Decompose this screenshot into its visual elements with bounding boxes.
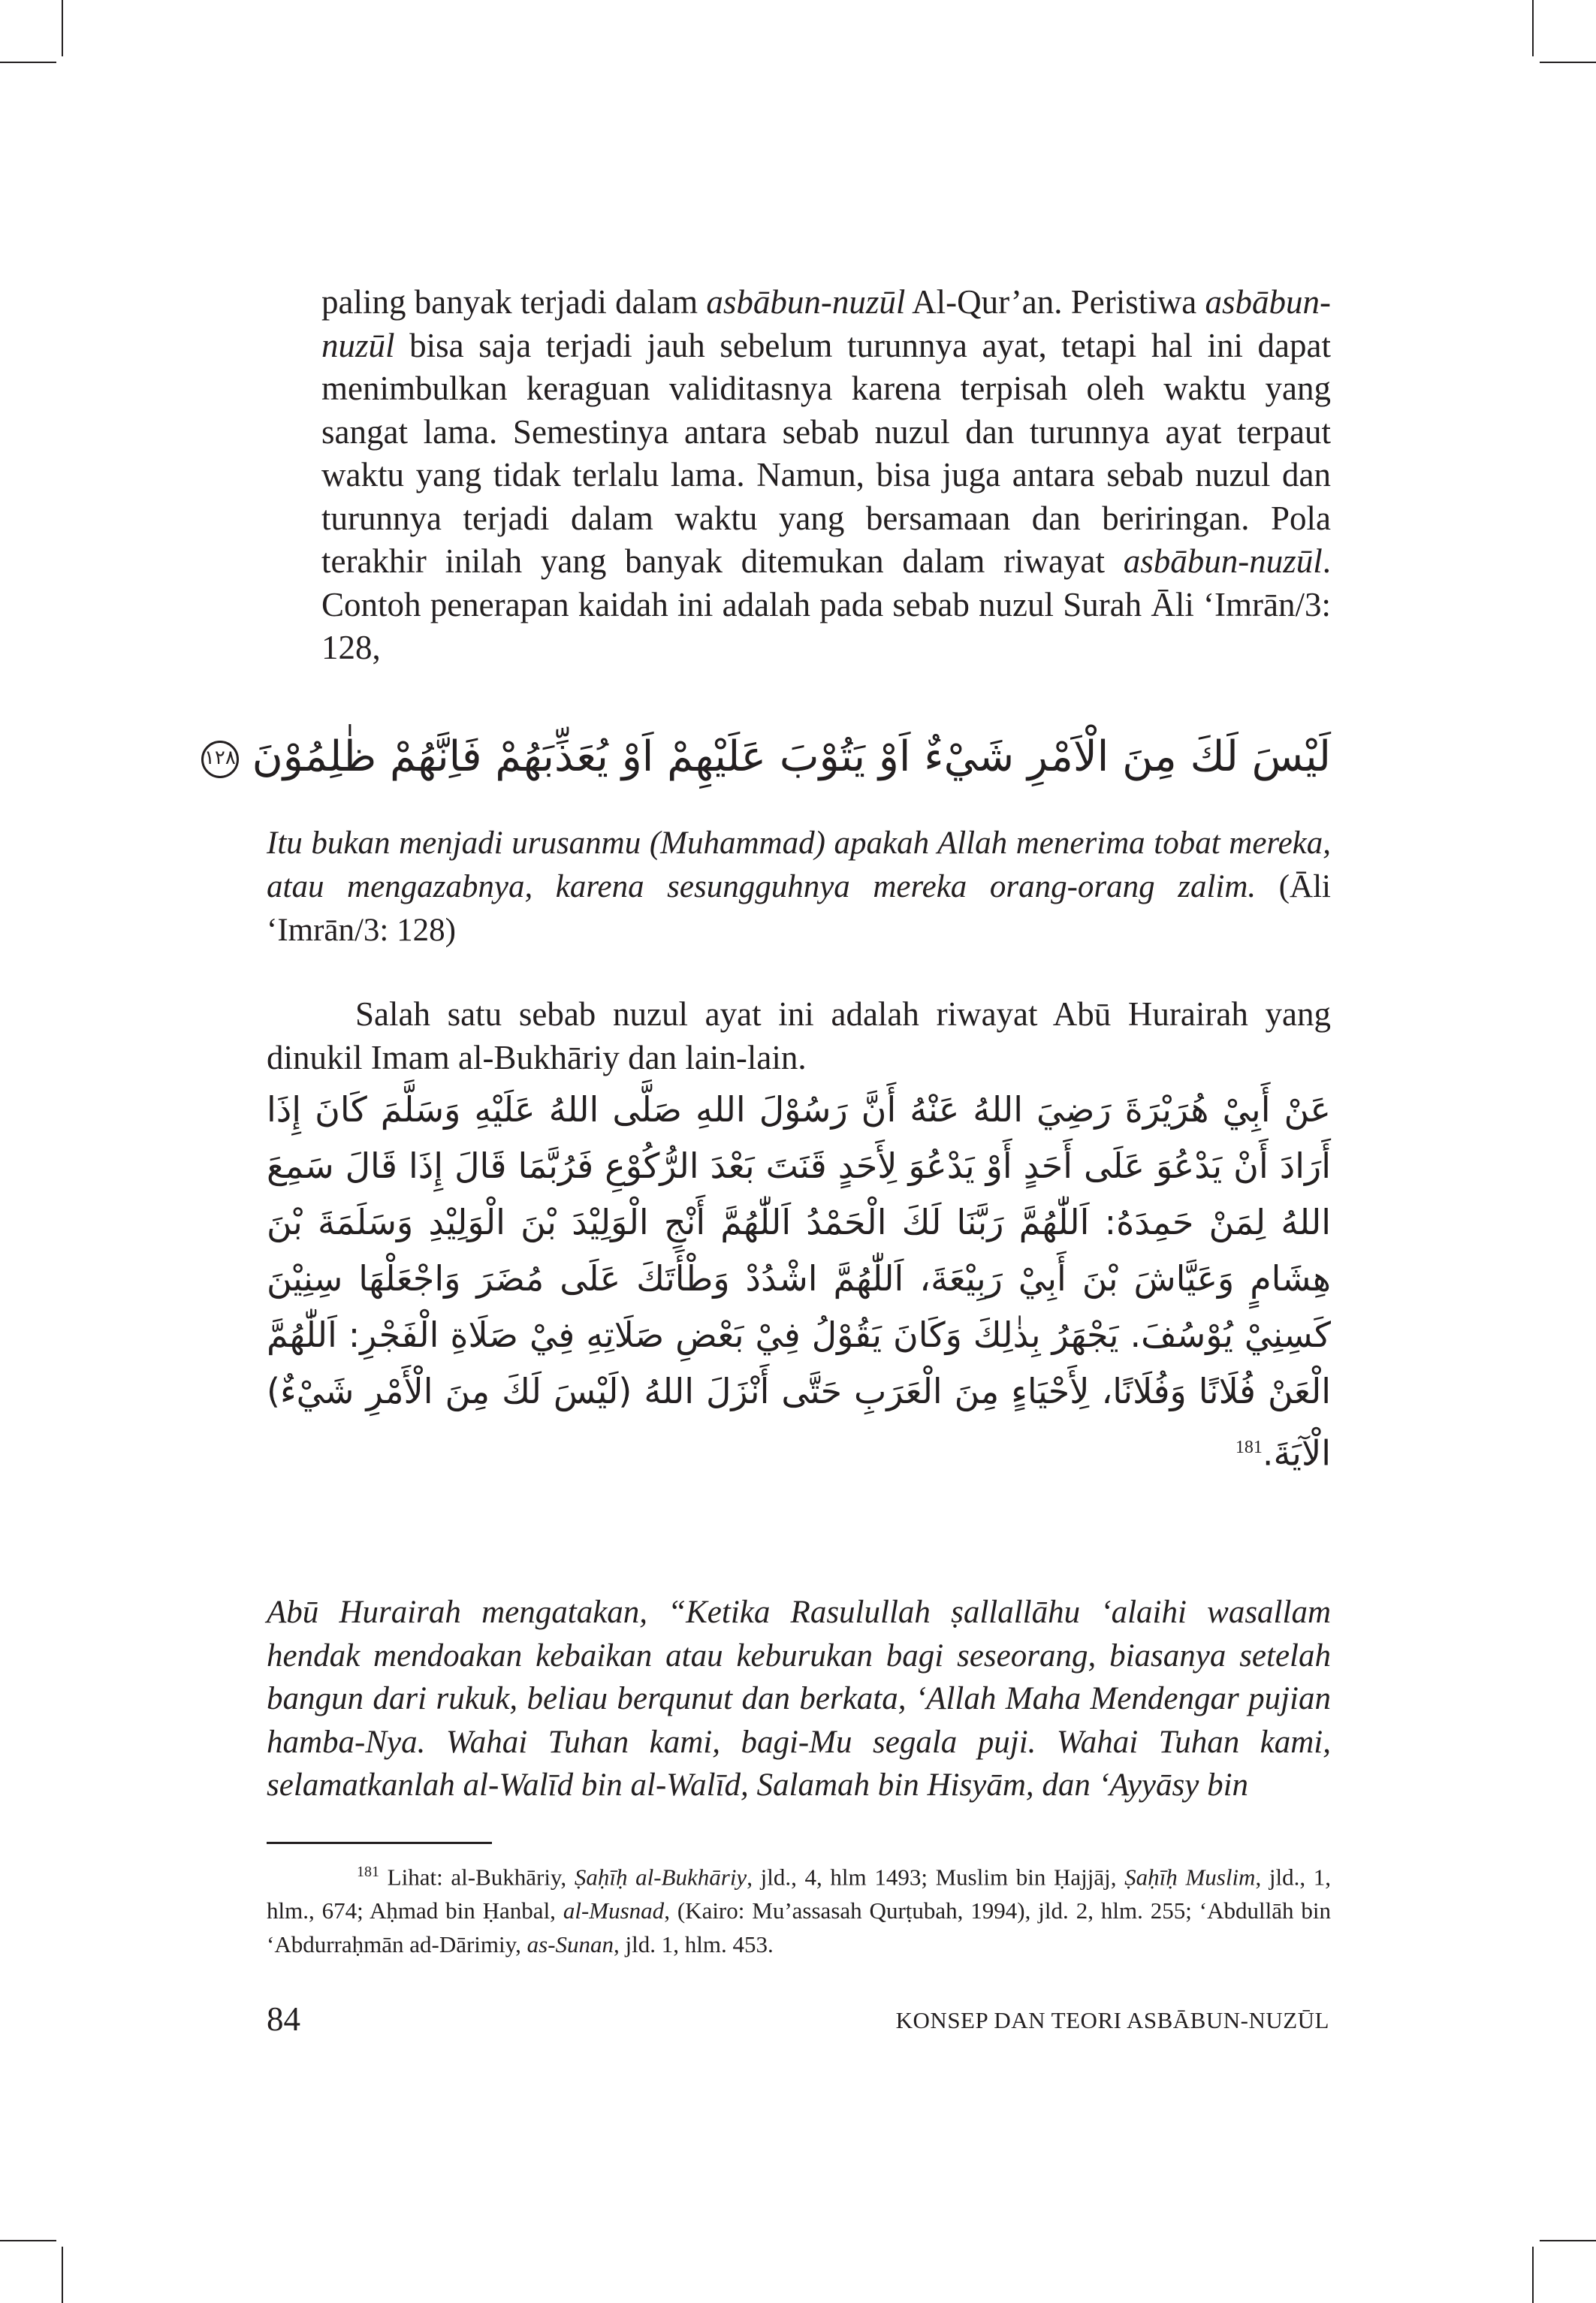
crop-mark-top-right-h — [1540, 62, 1596, 63]
crop-mark-bottom-left-h — [0, 2240, 56, 2241]
hadith-intro-text: Salah satu sebab nuzul ayat ini adalah riwayat Abū Hurairah yang dinukil Imam al-Bukhāriy dan lain-lain. — [267, 995, 1331, 1076]
text-run: . Contoh penerapan kaidah ini adalah pada sebab nuzul Surah Āli ‘Imrān/3: 128, — [321, 542, 1331, 666]
italic-term: asbābun-nuzūl — [706, 283, 906, 321]
text-run: Al-Qur’an. Peristiwa — [905, 283, 1205, 321]
quran-verse — [204, 727, 1331, 787]
hadith-translation: Abū Hurairah mengatakan, “Ketika Rasulullah ṣallallāhu ‘alaihi wasallam hendak mendoakan kebaikan atau keburukan bagi seseorang, biasanya setelah bangun dari rukuk, beliau berqunut dan berkata, ‘Allah Maha Mendengar pujian hamba-Nya. Wahai Tuhan kami, bagi-Mu segala puji. Wahai Tuhan kami, selamatkanlah al-Walīd bin al-Walīd, Salamah bin Hisyām, dan ‘Ayyāsy bin — [267, 1595, 1331, 1803]
italic-title: as-Sunan — [526, 1931, 614, 1958]
footnote — [267, 1855, 1331, 1961]
text-run: , jld. 1, hlm. 453. — [614, 1931, 774, 1958]
crop-mark-top-left — [62, 0, 63, 56]
crop-mark-bottom-right-h — [1540, 2240, 1596, 2241]
translation-italic: Itu bukan menjadi urusanmu (Muhammad) apakah Allah menerima tobat mereka, atau mengazabnya, karena sesungguhnya mereka orang-orang zalim. — [267, 826, 1331, 904]
italic-title: al-Musnad — [563, 1897, 665, 1924]
text-run: , jld., 1, hlm., 674; Aḥmad bin Ḥanbal, — [267, 1864, 1332, 1924]
crop-mark-top-right — [1532, 0, 1534, 56]
footnote-reference[interactable]: 181 — [1235, 1438, 1263, 1457]
text-run: paling banyak terjadi dalam — [321, 283, 707, 321]
italic-term: asbābun-nuzūl — [321, 283, 1331, 364]
quran-verse-text: لَيْسَ لَكَ مِنَ الْاَمْرِ شَيْءٌ اَوْ يَتُوْبَ عَلَيْهِمْ اَوْ يُعَذِّبَهُمْ فَاِنَّهُمْ ظٰلِمُوْنَ — [252, 732, 1331, 781]
crop-mark-bottom-left — [62, 2247, 63, 2303]
footnote-separator — [267, 1842, 492, 1844]
italic-title: Ṣaḥīḥ Muslim — [1124, 1864, 1256, 1891]
text-run: bisa saja terjadi jauh sebelum turunnya ayat, tetapi hal ini dapat menimbulkan keraguan validitasnya karena terpisah oleh waktu yang sangat lama. Semestinya antara sebab nuzul dan turunnya ayat terpaut waktu yang tidak terlalu lama. Namun, bisa juga antara sebab nuzul dan turunnya terjadi dalam waktu yang bersamaan dan beriringan. Pola terakhir inilah yang banyak ditemukan dalam riwayat — [321, 326, 1331, 580]
crop-mark-top-left-h — [0, 62, 56, 63]
text-run: , (Kairo: Mu’assasah Qurṭubah, 1994), jld. 2, hlm. 255; ‘Abdullāh bin ‘Abdurraḥmān ad-Dārimiy, — [267, 1897, 1331, 1958]
hadith-arabic — [267, 1082, 1331, 1481]
italic-term: asbābun-nuzūl — [1123, 542, 1323, 580]
body-paragraph — [321, 281, 1331, 670]
body-paragraph-block — [321, 281, 1331, 670]
hadith-intro-paragraph — [267, 993, 1331, 1079]
crop-mark-bottom-right — [1532, 2247, 1534, 2303]
hadith-arabic-text: عَنْ أَبِيْ هُرَيْرَةَ رَضِيَ اللهُ عَنْهُ أَنَّ رَسُوْلَ اللهِ صَلَّى اللهُ عَلَيْهِ وَسَلَّمَ كَانَ إِذَا أَرَادَ أَنْ يَدْعُوَ عَلَى أَحَدٍ أَوْ يَدْعُوَ لِأَحَدٍ قَنَتَ بَعْدَ الرُّكُوْعِ فَرُبَّمَا قَالَ إِذَا قَالَ سَمِعَ اللهُ لِمَنْ حَمِدَهُ: اَللّٰهُمَّ رَبَّنَا لَكَ الْحَمْدُ اَللّٰهُمَّ أَنْجِ الْوَلِيْدَ بْنَ الْوَلِيْدِ وَسَلَمَةَ بْنَ هِشَامٍ وَعَيَّاشَ بْنَ أَبِيْ رَبِيْعَةَ، اَللّٰهُمَّ اشْدُدْ وَطْأَتَكَ عَلَى مُضَرَ وَاجْعَلْهَا سِنِيْنَ كَسِنِيْ يُوْسُفَ. يَجْهَرُ بِذٰلِكَ وَكَانَ يَقُوْلُ فِيْ بَعْضِ صَلَاتِهِ فِيْ صَلَاةِ الْفَجْرِ: اَللّٰهُمَّ الْعَنْ فُلَانًا وَفُلَانًا، لِأَحْيَاءٍ مِنَ الْعَرَبِ حَتَّى أَنْزَلَ اللهُ (لَيْسَ لَكَ مِنَ الْأَمْرِ شَيْءٌ) الْآيَةَ. — [267, 1089, 1331, 1474]
verse-translation — [267, 822, 1331, 952]
verse-number-marker: ١٢٨ — [201, 741, 239, 778]
running-footer: KONSEP DAN TEORI ASBĀBUN-NUZŪL — [895, 2007, 1329, 2033]
italic-title: Ṣaḥīḥ al-Bukhāriy — [574, 1864, 747, 1891]
text-run: , jld., 4, hlm 1493; Muslim bin Ḥajjāj, — [747, 1864, 1125, 1891]
page-number: 84 — [267, 2000, 300, 2038]
footnote-number: 181 — [357, 1864, 379, 1880]
verse-reference: (Āli ‘Imrān/3: 128) — [267, 869, 1331, 948]
text-run: Lihat: al-Bukhāriy, — [379, 1864, 575, 1891]
